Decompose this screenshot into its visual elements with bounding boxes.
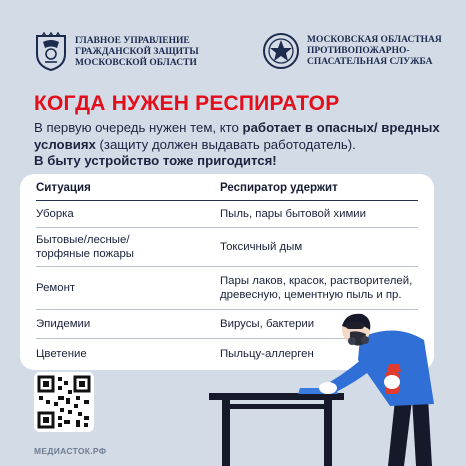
qr-code-icon: [34, 372, 94, 432]
table-header: [36, 174, 418, 201]
firefighter-emblem-icon: [262, 32, 300, 70]
row-protects: Токсичный дым: [220, 241, 303, 253]
glove: [319, 382, 337, 394]
intro-part1: В первую очередь нужен тем, кто: [34, 120, 243, 135]
intro-text: [34, 120, 444, 170]
row-protects: Вирусы, бактерии: [220, 318, 315, 330]
row-situation: Эпидемии: [36, 318, 91, 330]
site-link[interactable]: МЕДИАСТОК.РФ: [34, 446, 107, 456]
intro-household-note: В быту устройство тоже пригодится!: [34, 153, 277, 168]
row-protects: Пары лаков, красок, растворителей, древесную, цементную пыль и пр.: [220, 275, 413, 301]
table-row: [36, 228, 418, 267]
person-leg: [388, 400, 412, 466]
row-situation: Цветение: [36, 348, 87, 360]
right-org-name: МОСКОВСКАЯ ОБЛАСТНАЯ ПРОТИВОПОЖАРНО- СПАСАТЕЛЬНАЯ СЛУЖБА: [307, 34, 442, 67]
coat-of-arms-icon: [34, 32, 68, 72]
page-title: КОГДА НУЖЕН РЕСПИРАТОР: [34, 92, 340, 115]
header-situation: Ситуация: [36, 182, 91, 194]
row-situation: Бытовые/лесные/ торфяные пожары: [36, 234, 134, 260]
row-situation: Ремонт: [36, 282, 76, 294]
header-right-org: [262, 32, 442, 70]
row-protects: Пыль, пары бытовой химии: [220, 207, 367, 220]
row-situation: Уборка: [36, 207, 74, 220]
table-row: [36, 200, 418, 228]
intro-emphasis: работает в опасных/ вредных условиях: [34, 120, 440, 152]
table-leg: [222, 400, 230, 466]
table-top: [209, 393, 344, 400]
intro-part3: (защиту должен выдавать работодатель).: [95, 136, 356, 152]
left-org-name: ГЛАВНОЕ УПРАВЛЕНИЕ ГРАЖДАНСКОЙ ЗАЩИТЫ МОСКОВСКОЙ ОБЛАСТИ: [75, 35, 199, 68]
cleaning-person-illustration: [190, 300, 440, 466]
header-protects: Респиратор удержит: [220, 182, 338, 194]
header-left-org: [34, 32, 199, 72]
goggles: [346, 322, 364, 329]
qr-code[interactable]: [34, 372, 94, 432]
row-protects: Пыльцу-аллерген: [220, 348, 314, 360]
table-leg: [324, 400, 332, 466]
